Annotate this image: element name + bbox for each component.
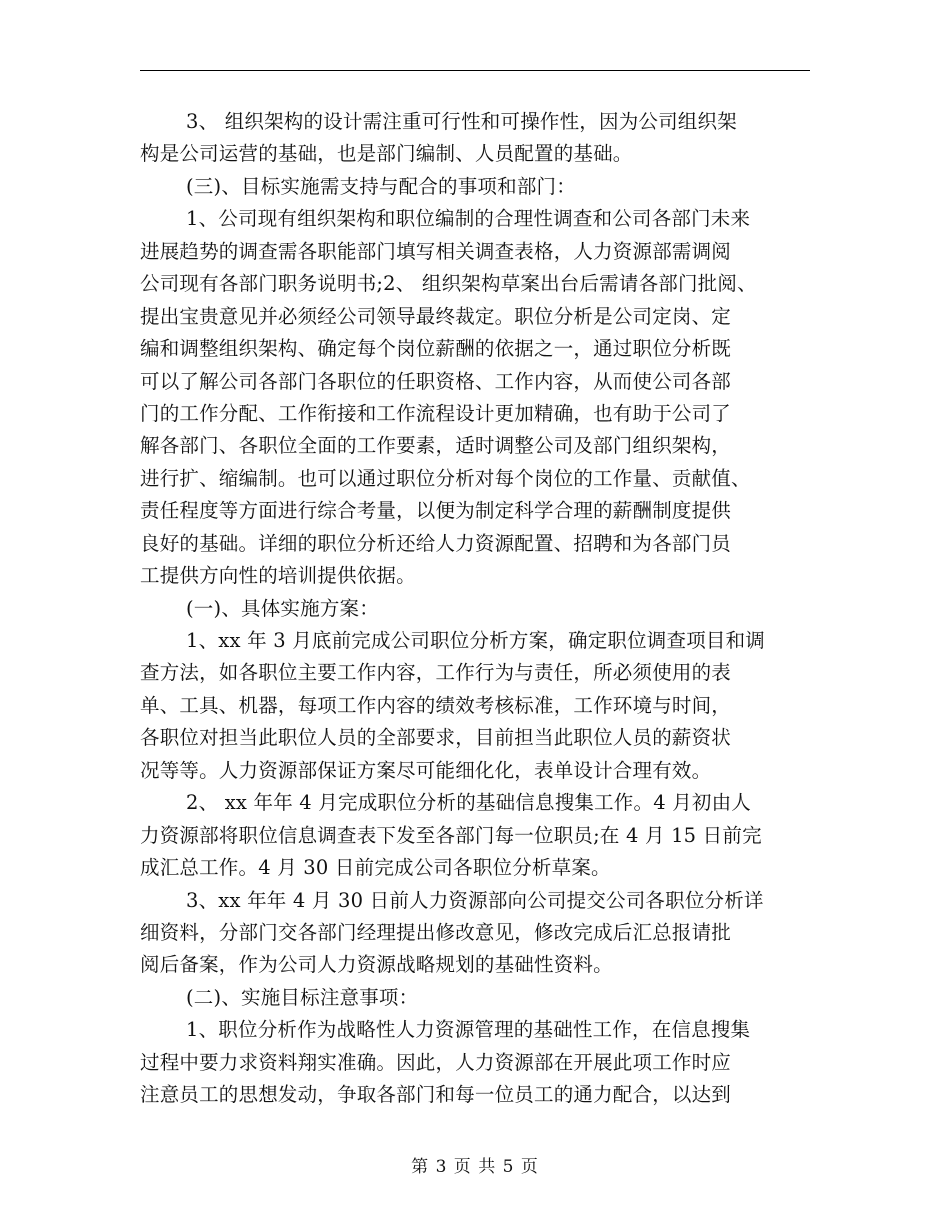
- text-line: 1、公司现有组织架构和职位编制的合理性调查和公司各部门未来: [186, 207, 751, 231]
- text-line: 解各部门、各职位全面的工作要素，适时调整公司及部门组织架构，: [140, 434, 732, 458]
- text-line: 进展趋势的调查需各职能部门填写相关调查表格，人力资源部需调阅: [140, 239, 732, 263]
- text-line: 单、工具、机器，每项工作内容的绩效考核标准，工作环境与时间，: [140, 693, 732, 717]
- text-line: 3、 组织架构的设计需注重可行性和可操作性，因为公司组织架: [186, 110, 737, 133]
- text-line: 工提供方向性的培训提供依据。: [140, 564, 416, 588]
- text-line: 成汇总工作。4 月 30 日前完成公司各职位分析草案。: [140, 856, 611, 880]
- text-line: 力资源部将职位信息调查表下发至各部门每一位职员;在 4 月 15 日前完: [140, 823, 762, 847]
- text-line: 良好的基础。详细的职位分析还给人力资源配置、招聘和为各部门员: [140, 531, 732, 555]
- text-line: 各职位对担当此职位人员的全部要求，目前担当此职位人员的薪资状: [140, 726, 732, 750]
- body-text: [140, 106, 820, 1112]
- text-line: 阅后备案，作为公司人力资源战略规划的基础性资料。: [140, 953, 613, 977]
- text-line: 过程中要力求资料翔实准确。因此，人力资源部在开展此项工作时应: [140, 1050, 732, 1074]
- text-line: 注意员工的思想发动，争取各部门和每一位员工的通力配合，以达到: [140, 1083, 732, 1107]
- text-line: 编和调整组织架构、确定每个岗位薪酬的依据之一，通过职位分析既: [140, 337, 732, 361]
- text-line: 况等等。人力资源部保证方案尽可能细化化，表单设计合理有效。: [140, 758, 712, 782]
- text-line: 3、xx 年年 4 月 30 日前人力资源部向公司提交公司各职位分析详: [186, 888, 764, 912]
- text-line: 细资料，分部门交各部门经理提出修改意见，修改完成后汇总报请批: [140, 920, 732, 944]
- text-line: 公司现有各部门职务说明书;2、 组织架构草案出台后需请各部门批阅、: [140, 272, 757, 296]
- text-line: (一)、具体实施方案：: [186, 596, 379, 620]
- page-footer: 第 3 页 共 5 页: [411, 1157, 539, 1177]
- text-line: (三)、目标实施需支持与配合的事项和部门：: [186, 174, 576, 198]
- text-line: 2、 xx 年年 4 月完成职位分析的基础信息搜集工作。4 月初由人: [186, 791, 752, 815]
- text-line: 1、职位分析作为战略性人力资源管理的基础性工作，在信息搜集: [186, 1018, 751, 1042]
- text-line: 可以了解公司各部门各职位的任职资格、工作内容，从而使公司各部: [140, 369, 732, 393]
- text-line: 提出宝贵意见并必须经公司领导最终裁定。职位分析是公司定岗、定: [140, 304, 732, 328]
- text-line: 1、xx 年 3 月底前完成公司职位分析方案，确定职位调查项目和调: [186, 629, 766, 652]
- text-line: 责任程度等方面进行综合考量，以便为制定科学合理的薪酬制度提供: [140, 499, 732, 523]
- text-line: (二)、实施目标注意事项：: [186, 985, 419, 1009]
- text-line: 进行扩、缩编制。也可以通过职位分析对每个岗位的工作量、贡献值、: [140, 466, 751, 490]
- header-rule: [140, 70, 810, 71]
- text-line: 构是公司运营的基础，也是部门编制、人员配置的基础。: [140, 142, 633, 166]
- text-line: 门的工作分配、工作衔接和工作流程设计更加精确，也有助于公司了: [140, 401, 732, 425]
- text-line: 查方法，如各职位主要工作内容，工作行为与责任，所必须使用的表: [140, 661, 732, 685]
